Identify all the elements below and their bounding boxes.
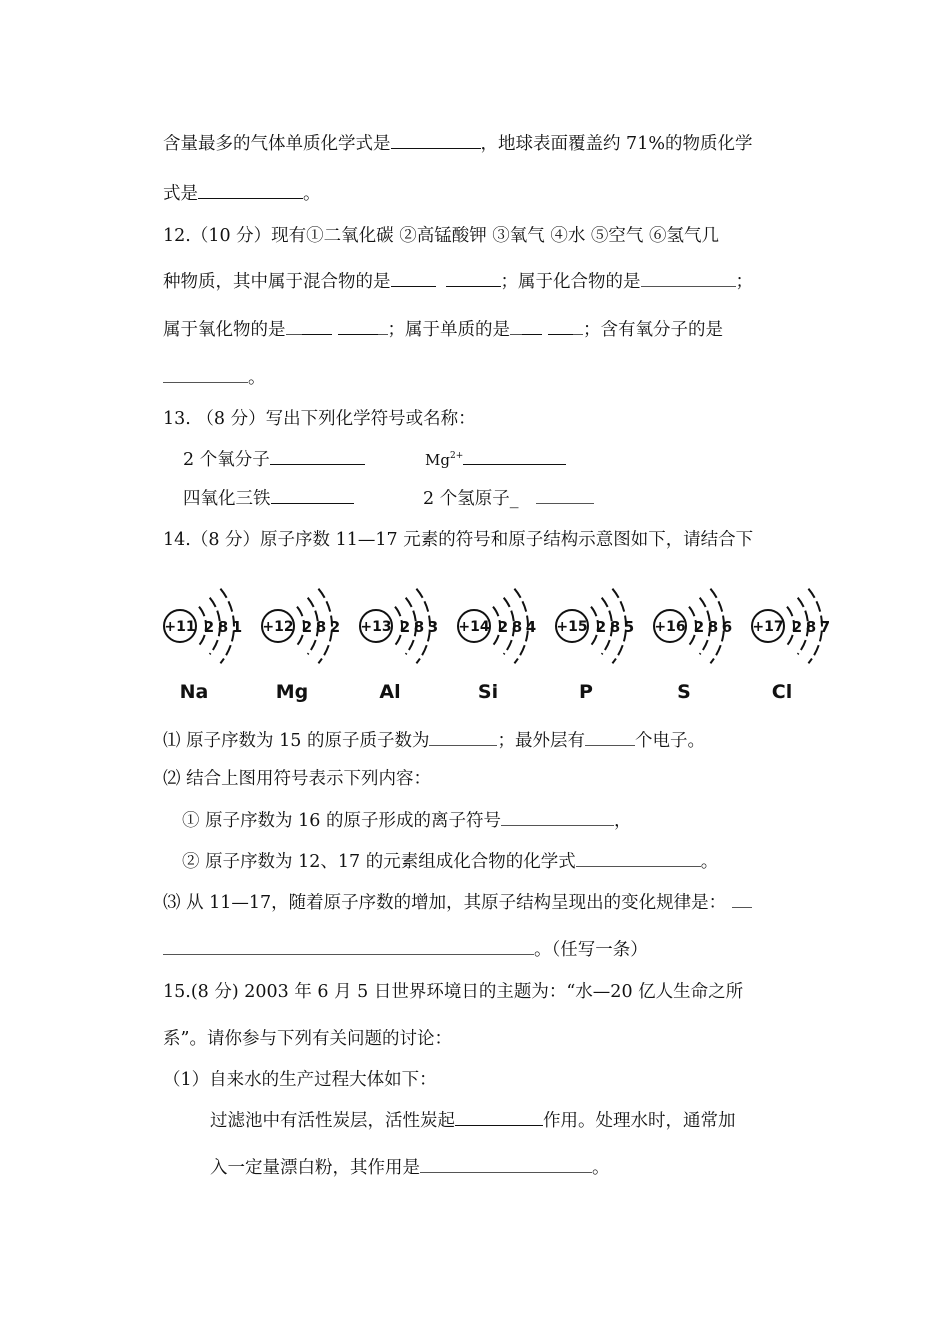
electron-count: 2 bbox=[595, 618, 607, 636]
electron-count: 8 bbox=[707, 618, 719, 636]
electron-count: 1 bbox=[231, 618, 243, 636]
atom-diagram-S bbox=[654, 589, 732, 703]
q15-sub-1-line-2: 入一定量漂白粉，其作用是 。 bbox=[210, 1158, 610, 1178]
element-symbol: Al bbox=[379, 681, 401, 703]
element-symbol: Mg bbox=[275, 681, 309, 703]
q13-item-3: 四氧化三铁 bbox=[183, 491, 354, 509]
q13-item-2: $Mg^{2+}$ bbox=[425, 452, 566, 468]
nucleus-charge: +13 bbox=[360, 619, 392, 635]
answer-blank[interactable] bbox=[501, 824, 614, 826]
electron-count: 3 bbox=[427, 618, 439, 636]
answer-blank[interactable] bbox=[732, 906, 752, 908]
electron-count: 4 bbox=[525, 618, 537, 636]
electron-count: 2 bbox=[329, 618, 341, 636]
element-symbol: Na bbox=[179, 681, 209, 703]
answer-blank[interactable] bbox=[163, 381, 248, 383]
electron-count: 8 bbox=[805, 618, 817, 636]
electron-count: 6 bbox=[721, 618, 733, 636]
q14-part-2-2: ② 原子序数为 12、17 的元素组成化合物的化学式 。 bbox=[182, 852, 719, 872]
answer-blank[interactable] bbox=[163, 953, 534, 955]
atom-diagram-Na bbox=[164, 589, 242, 703]
q15-sub-1-line-1: 过滤池中有活性炭层，活性炭起 作用。处理水时，通常加 bbox=[210, 1111, 736, 1131]
q14-part-1: ⑴ 原子序数为 15 的原子质子数为 ；最外层有 个电子。 bbox=[163, 731, 705, 751]
nucleus-charge: +17 bbox=[752, 619, 784, 635]
atom-diagram-Mg bbox=[262, 589, 340, 703]
atom-diagram-Si bbox=[458, 589, 536, 703]
answer-blank[interactable] bbox=[391, 285, 436, 287]
electron-count: 2 bbox=[203, 618, 215, 636]
q13-title: 13. （8 分）写出下列化学符号或名称： bbox=[163, 409, 476, 429]
nucleus-charge: +16 bbox=[654, 619, 686, 635]
atom-diagram-Al bbox=[360, 589, 438, 703]
answer-blank[interactable] bbox=[463, 463, 566, 465]
q12-line-3: 属于氧化物的是 ；属于单质的是 ；含有氧分子的是 bbox=[163, 320, 723, 340]
answer-blank[interactable] bbox=[536, 502, 594, 504]
electron-count: 7 bbox=[819, 618, 831, 636]
answer-blank[interactable] bbox=[338, 333, 378, 335]
answer-blank[interactable] bbox=[429, 744, 497, 746]
atom-diagram-P bbox=[556, 589, 634, 703]
atom-diagram-Cl bbox=[752, 589, 830, 703]
q12-line-2: 种物质，其中属于混合物的是 ；属于化合物的是 ； bbox=[163, 272, 753, 292]
element-symbol: P bbox=[579, 681, 593, 703]
nucleus-charge: +14 bbox=[458, 619, 490, 635]
q14-part-2-1: ① 原子序数为 16 的原子形成的离子符号 ， bbox=[182, 811, 632, 831]
answer-blank[interactable] bbox=[641, 285, 736, 287]
nucleus-charge: +15 bbox=[556, 619, 588, 635]
electron-count: 2 bbox=[301, 618, 313, 636]
q14-part-3: ⑶ 从 11—17，随着原子序数的增加，其原子结构呈现出的变化规律是： bbox=[163, 895, 752, 913]
answer-blank[interactable] bbox=[302, 333, 332, 335]
electron-count: 8 bbox=[609, 618, 621, 636]
q11-line-2: 式是 。 bbox=[163, 184, 321, 204]
q14-part-3-continued: 。（任写一条） bbox=[163, 942, 648, 960]
q15-line-2: 系”。请你参与下列有关问题的讨论： bbox=[163, 1029, 452, 1049]
q15-line-1: 15.(8 分) 2003 年 6 月 5 日世界环境日的主题为：“水—20 亿人生命之所 bbox=[163, 982, 744, 1002]
answer-blank[interactable] bbox=[420, 1171, 592, 1173]
element-symbol: S bbox=[677, 681, 691, 703]
answer-blank[interactable] bbox=[270, 463, 365, 465]
electron-count: 2 bbox=[497, 618, 509, 636]
electron-count: 5 bbox=[623, 618, 635, 636]
electron-count: 2 bbox=[399, 618, 411, 636]
q12-line-4: 。 bbox=[163, 370, 266, 388]
answer-blank[interactable] bbox=[198, 197, 303, 199]
q13-item-1: 2 个氧分子 bbox=[183, 452, 365, 470]
electron-count: 8 bbox=[315, 618, 327, 636]
q12-line-1: 12.（10 分）现有①二氧化碳 ②高锰酸钾 ③氧气 ④水 ⑤空气 ⑥氢气几 bbox=[163, 226, 719, 246]
answer-blank[interactable] bbox=[455, 1124, 543, 1126]
q14-title: 14.（8 分）原子序数 11—17 元素的符号和原子结构示意图如下，请结合下 bbox=[163, 530, 754, 550]
q15-sub-1: （1）自来水的生产过程大体如下： bbox=[163, 1070, 437, 1090]
electron-count: 8 bbox=[511, 618, 523, 636]
atom-structure-diagrams bbox=[160, 570, 850, 710]
electron-count: 2 bbox=[791, 618, 803, 636]
electron-count: 2 bbox=[693, 618, 705, 636]
electron-count: 8 bbox=[413, 618, 425, 636]
electron-count: 8 bbox=[217, 618, 229, 636]
answer-blank[interactable] bbox=[391, 147, 481, 149]
answer-blank[interactable] bbox=[271, 502, 354, 504]
answer-blank[interactable] bbox=[522, 333, 542, 335]
nucleus-charge: +11 bbox=[164, 619, 196, 635]
q11-line-1: 含量最多的气体单质化学式是 ，地球表面覆盖约 71%的物质化学 bbox=[163, 134, 753, 154]
element-symbol: Cl bbox=[771, 681, 793, 703]
answer-blank[interactable] bbox=[576, 865, 701, 867]
answer-blank[interactable] bbox=[548, 333, 573, 335]
q14-part-2: ⑵ 结合上图用符号表示下列内容： bbox=[163, 769, 432, 789]
answer-blank[interactable] bbox=[585, 744, 635, 746]
nucleus-charge: +12 bbox=[262, 619, 294, 635]
q13-item-4: 2 个氢原子_ bbox=[423, 491, 594, 509]
answer-blank[interactable] bbox=[446, 285, 501, 287]
element-symbol: Si bbox=[477, 681, 499, 703]
